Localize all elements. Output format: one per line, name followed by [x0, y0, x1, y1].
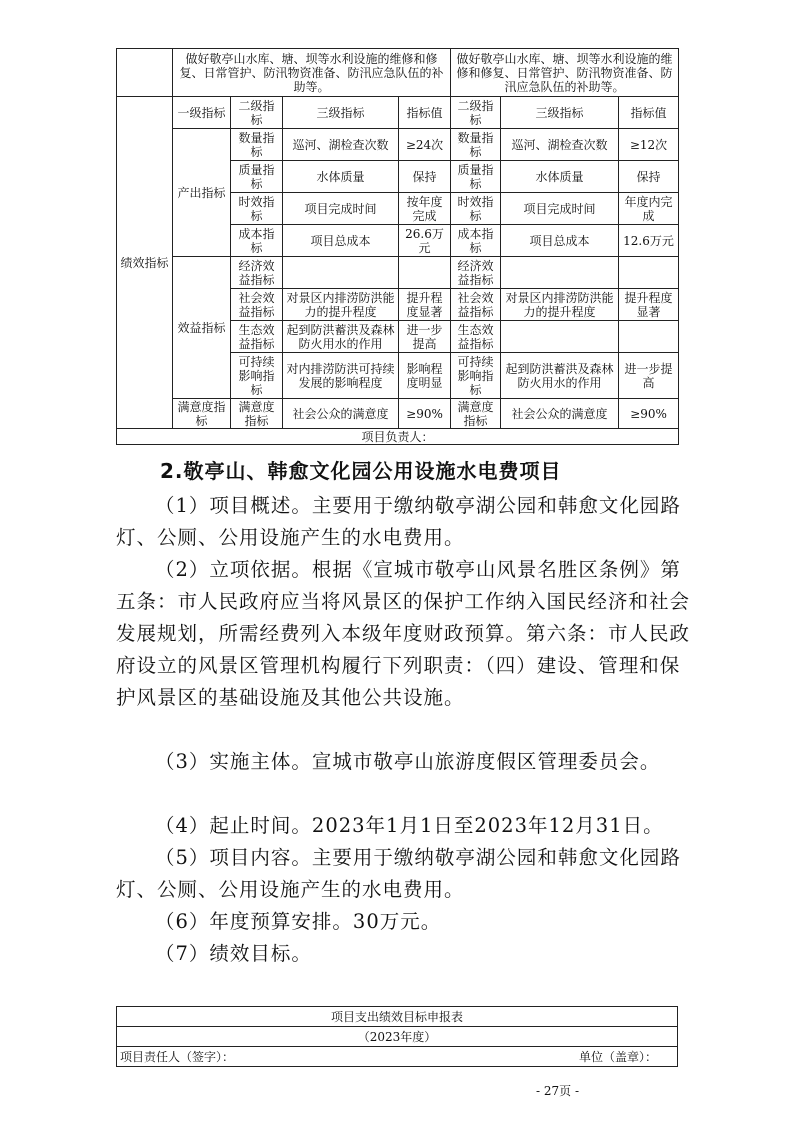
table-cell [501, 257, 619, 289]
paragraph-budget: （6）年度预算安排。30万元。 [155, 910, 442, 933]
performance-table [116, 48, 679, 445]
declaration-table [116, 1006, 678, 1067]
table-cell: 社会效益指标 [451, 289, 501, 321]
table-cell: ≥90% [399, 399, 451, 429]
paragraph-content: （5）项目内容。主要用于缴纳敬亭湖公园和韩愈文化园路灯、公厕、公用设施产生的水电费用。 [116, 846, 681, 901]
content-left-cell: 做好敬亭山水库、塘、坝等水利设施的维修和修复、日常管护、防汛物资准备、防汛应急队伍的补助等。 [173, 49, 451, 97]
table-cell: 水体质量 [283, 161, 399, 193]
content-right-cell: 做好敬亭山水库、塘、坝等水利设施的维修和修复、日常管护、防汛物资准备、防汛应急队伍的补助等。 [451, 49, 679, 97]
table-cell: 生态效益指标 [451, 321, 501, 353]
output-label-cell: 产出指标 [173, 129, 231, 257]
table-cell: 生态效益指标 [231, 321, 283, 353]
table-cell: 经济效益指标 [451, 257, 501, 289]
table-cell: 巡河、湖检查次数 [501, 129, 619, 161]
project-lead-cell: 项目负责人： [117, 429, 679, 445]
table-cell: 时效指标 [451, 193, 501, 225]
table-cell: 进一步提高 [619, 353, 679, 399]
table-cell: 成本指标 [231, 225, 283, 257]
table-cell: 年度内完成 [619, 193, 679, 225]
table-cell: 项目总成本 [501, 225, 619, 257]
table-cell: 进一步提高 [399, 321, 451, 353]
page-number: - 27页 - [536, 1084, 580, 1098]
table-cell: 26.6万元 [399, 225, 451, 257]
header-cell: 二级指标 [451, 97, 501, 129]
table-cell [117, 49, 173, 97]
table-cell [283, 257, 399, 289]
declaration-year: （2023年度） [117, 1027, 678, 1047]
table-cell: 满意度指标 [451, 399, 501, 429]
paragraph-basis: （2）立项依据。根据《宣城市敬亭山风景名胜区条例》第五条：市人民政府应当将风景区的保护工作纳入国民经济和社会发展规划，所需经费列入本级年度财政预算。第六条：市人民政府设立的风景区管理机构履行下列职责：（四）建设、管理和保护风景区的基础设施及其他公共设施。 [116, 558, 691, 709]
table-cell: ≥90% [619, 399, 679, 429]
table-cell: 社会公众的满意度 [501, 399, 619, 429]
table-cell: 起到防洪蓄洪及森林防火用水的作用 [283, 321, 399, 353]
table-cell: 12.6万元 [619, 225, 679, 257]
table-cell: 按年度完成 [399, 193, 451, 225]
table-cell: 可持续影响指标 [451, 353, 501, 399]
table-cell: 质量指标 [451, 161, 501, 193]
table-cell: 起到防洪蓄洪及森林防火用水的作用 [501, 353, 619, 399]
table-cell: 影响程度明显 [399, 353, 451, 399]
paragraph-overview: （1）项目概述。主要用于缴纳敬亭湖公园和韩愈文化园路灯、公厕、公用设施产生的水电费用。 [116, 494, 681, 549]
paragraph-goals: （7）绩效目标。 [155, 942, 312, 965]
table-cell: 可持续影响指标 [231, 353, 283, 399]
table-cell: 对景区内排涝防洪能力的提升程度 [501, 289, 619, 321]
section-title: 2.敬亭山、韩愈文化园公用设施水电费项目 [160, 459, 562, 483]
table-cell: 项目完成时间 [501, 193, 619, 225]
table-cell: 水体质量 [501, 161, 619, 193]
table-cell: 对景区内排涝防洪能力的提升程度 [283, 289, 399, 321]
header-cell: 三级指标 [501, 97, 619, 129]
table-cell: 项目总成本 [283, 225, 399, 257]
table-cell [619, 257, 679, 289]
paragraph-period: （4）起止时间。2023年1月1日至2023年12月31日。 [155, 814, 664, 837]
table-cell: 提升程度显著 [399, 289, 451, 321]
satisfaction-label-cell: 满意度指标 [173, 399, 231, 429]
paragraph-implementer: （3）实施主体。宣城市敬亭山旅游度假区管理委员会。 [155, 750, 661, 773]
table-cell: 成本指标 [451, 225, 501, 257]
header-cell: 二级指标 [231, 97, 283, 129]
table-cell [619, 321, 679, 353]
declaration-title: 项目支出绩效目标申报表 [117, 1007, 678, 1027]
table-cell: 质量指标 [231, 161, 283, 193]
table-cell: 对内排涝防洪可持续发展的影响程度 [283, 353, 399, 399]
table-cell: ≥12次 [619, 129, 679, 161]
benefit-label-cell: 效益指标 [173, 257, 231, 399]
table-cell: ≥24次 [399, 129, 451, 161]
group-label-cell: 绩效指标 [117, 97, 173, 429]
table-cell: 巡河、湖检查次数 [283, 129, 399, 161]
table-cell: 数量指标 [451, 129, 501, 161]
table-cell: 满意度指标 [231, 399, 283, 429]
table-cell: 社会公众的满意度 [283, 399, 399, 429]
header-cell: 指标值 [399, 97, 451, 129]
table-cell [501, 321, 619, 353]
table-cell: 保持 [399, 161, 451, 193]
table-cell: 时效指标 [231, 193, 283, 225]
table-cell: 经济效益指标 [231, 257, 283, 289]
table-cell: 项目完成时间 [283, 193, 399, 225]
table-cell [399, 257, 451, 289]
header-cell: 一级指标 [173, 97, 231, 129]
table-cell: 提升程度显著 [619, 289, 679, 321]
table-cell: 社会效益指标 [231, 289, 283, 321]
table-cell: 数量指标 [231, 129, 283, 161]
responsible-sign-label: 项目责任人（签字）： [117, 1047, 422, 1067]
table-cell: 保持 [619, 161, 679, 193]
unit-seal-label: 单位（盖章）： [421, 1047, 678, 1067]
header-cell: 指标值 [619, 97, 679, 129]
header-cell: 三级指标 [283, 97, 399, 129]
